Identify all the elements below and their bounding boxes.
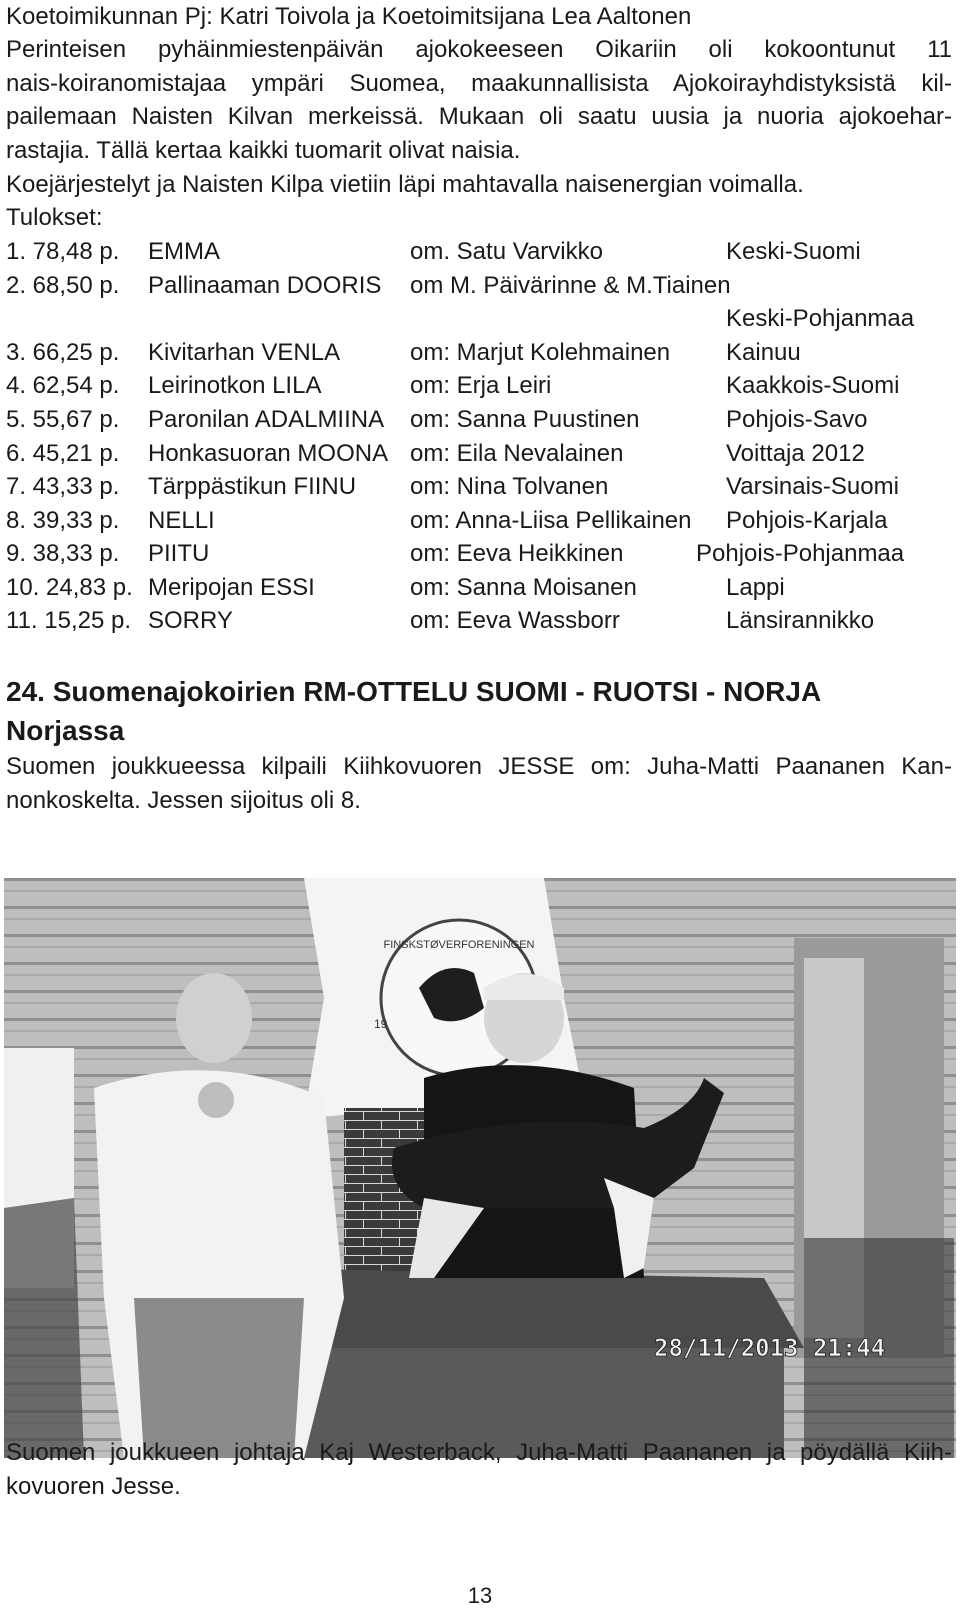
result-owner: om: Marjut Kolehmainen	[410, 339, 671, 366]
intro-line: nais-koiranomistajaa ympäri Suomea, maakunnallisista Ajokoirayhdistyksistä kil-	[6, 70, 952, 97]
result-rank: 5. 55,67 p.	[6, 406, 120, 433]
result-region: Keski-Pohjanmaa	[726, 305, 915, 332]
result-region: Kaakkois-Suomi	[726, 372, 900, 399]
page-number: 13	[467, 1583, 493, 1608]
intro-line: Perinteisen pyhäinmiestenpäivän ajokokeeseen Oikariin oli kokoontunut 11	[6, 36, 952, 63]
result-rank: 9. 38,33 p.	[6, 540, 120, 567]
result-rank: 10. 24,83 p.	[6, 574, 133, 601]
result-owner: om: Nina Tolvanen	[410, 473, 609, 500]
result-region: Pohjois-Savo	[726, 406, 868, 433]
intro-line: rastajia. Tällä kertaa kaikki tuomarit olivat naisia.	[6, 137, 521, 164]
result-owner: om: Sanna Puustinen	[410, 406, 640, 433]
result-dog: Kivitarhan VENLA	[148, 339, 341, 366]
result-dog: EMMA	[148, 238, 220, 265]
result-owner: om M. Päivärinne & M.Tiainen	[410, 272, 731, 299]
result-rank: 2. 68,50 p.	[6, 272, 120, 299]
result-dog: Paronilan ADALMIINA	[148, 406, 385, 433]
result-row	[6, 606, 956, 636]
section-body-line: nonkoskelta. Jessen sijoitus oli 8.	[6, 787, 361, 814]
result-rank: 6. 45,21 p.	[6, 440, 120, 467]
result-dog: SORRY	[148, 607, 233, 634]
result-dog: Tärppästikun FIINU	[148, 473, 357, 500]
result-region: Pohjois-Karjala	[726, 507, 888, 534]
result-dog: Honkasuoran MOONA	[148, 440, 389, 467]
result-owner: om. Satu Varvikko	[410, 238, 603, 265]
sign-number: 19	[374, 1017, 388, 1031]
result-rank: 8. 39,33 p.	[6, 507, 120, 534]
section-heading: 24. Suomenajokoirien RM-OTTELU SUOMI - RUOTSI - NORJA	[6, 676, 822, 707]
result-row	[6, 539, 956, 569]
result-dog: PIITU	[148, 540, 210, 567]
result-row	[6, 405, 956, 435]
result-region: Lappi	[726, 574, 785, 601]
result-dog: Meripojan ESSI	[148, 574, 315, 601]
result-rank: 7. 43,33 p.	[6, 473, 120, 500]
result-row	[6, 439, 956, 469]
sign-text: FINSKSTØVERFORENINGEN	[383, 939, 535, 951]
result-region: Voittaja 2012	[726, 440, 865, 467]
result-row	[6, 506, 956, 536]
photo-illustration	[4, 878, 956, 1458]
result-owner: om: Eeva Wassborr	[410, 607, 620, 634]
result-row	[6, 338, 956, 368]
photo-caption-line: kovuoren Jesse.	[6, 1473, 181, 1500]
result-region: Keski-Suomi	[726, 238, 861, 265]
result-row	[6, 237, 956, 267]
result-region: Varsinais-Suomi	[726, 473, 899, 500]
result-dog: NELLI	[148, 507, 215, 534]
result-dog: Pallinaaman DOORIS	[148, 272, 382, 299]
result-owner: om: Eeva Heikkinen	[410, 540, 624, 567]
result-region: Länsirannikko	[726, 607, 875, 634]
result-rank: 1. 78,48 p.	[6, 238, 120, 265]
result-owner: om: Erja Leiri	[410, 372, 552, 399]
result-row	[6, 472, 956, 502]
section-heading-continued: Norjassa	[6, 715, 125, 746]
result-owner: om: Anna-Liisa Pellikainen	[410, 507, 692, 534]
result-rank: 4. 62,54 p.	[6, 372, 120, 399]
result-rank: 3. 66,25 p.	[6, 339, 120, 366]
result-row	[6, 371, 956, 401]
result-dog: Leirinotkon LILA	[148, 372, 322, 399]
result-owner: om: Sanna Moisanen	[410, 574, 637, 601]
result-row	[6, 573, 956, 603]
intro-line: pailemaan Naisten Kilvan merkeissä. Mukaan oli saatu uusia ja nuoria ajokoehar-	[6, 103, 952, 130]
section-body-line: Suomen joukkueessa kilpaili Kiihkovuoren JESSE om: Juha-Matti Paananen Kan-	[6, 753, 952, 780]
photo-timestamp: 28/11/2013 21:44	[654, 1334, 886, 1362]
results-label: Tulokset:	[6, 204, 103, 231]
event-photo	[4, 878, 956, 1458]
result-owner: om: Eila Nevalainen	[410, 440, 624, 467]
man-left-head	[176, 973, 252, 1063]
chair	[4, 1198, 84, 1458]
intro-line: Koetoimikunnan Pj: Katri Toivola ja Koetoimitsijana Lea Aaltonen	[6, 3, 692, 30]
man-left-jeans	[134, 1298, 304, 1458]
result-rank: 11. 15,25 p.	[6, 607, 131, 634]
intro-line: Koejärjestelyt ja Naisten Kilpa vietiin läpi mahtavalla naisenergian voimalla.	[6, 171, 804, 198]
rosette	[198, 1082, 234, 1118]
result-region: Pohjois-Pohjanmaa	[696, 540, 905, 567]
result-row	[6, 304, 956, 334]
result-row	[6, 271, 956, 301]
result-region: Kainuu	[726, 339, 801, 366]
photo-caption-line: Suomen joukkueen johtaja Kaj Westerback, Juha-Matti Paananen ja pöydällä Kiih-	[6, 1439, 952, 1466]
